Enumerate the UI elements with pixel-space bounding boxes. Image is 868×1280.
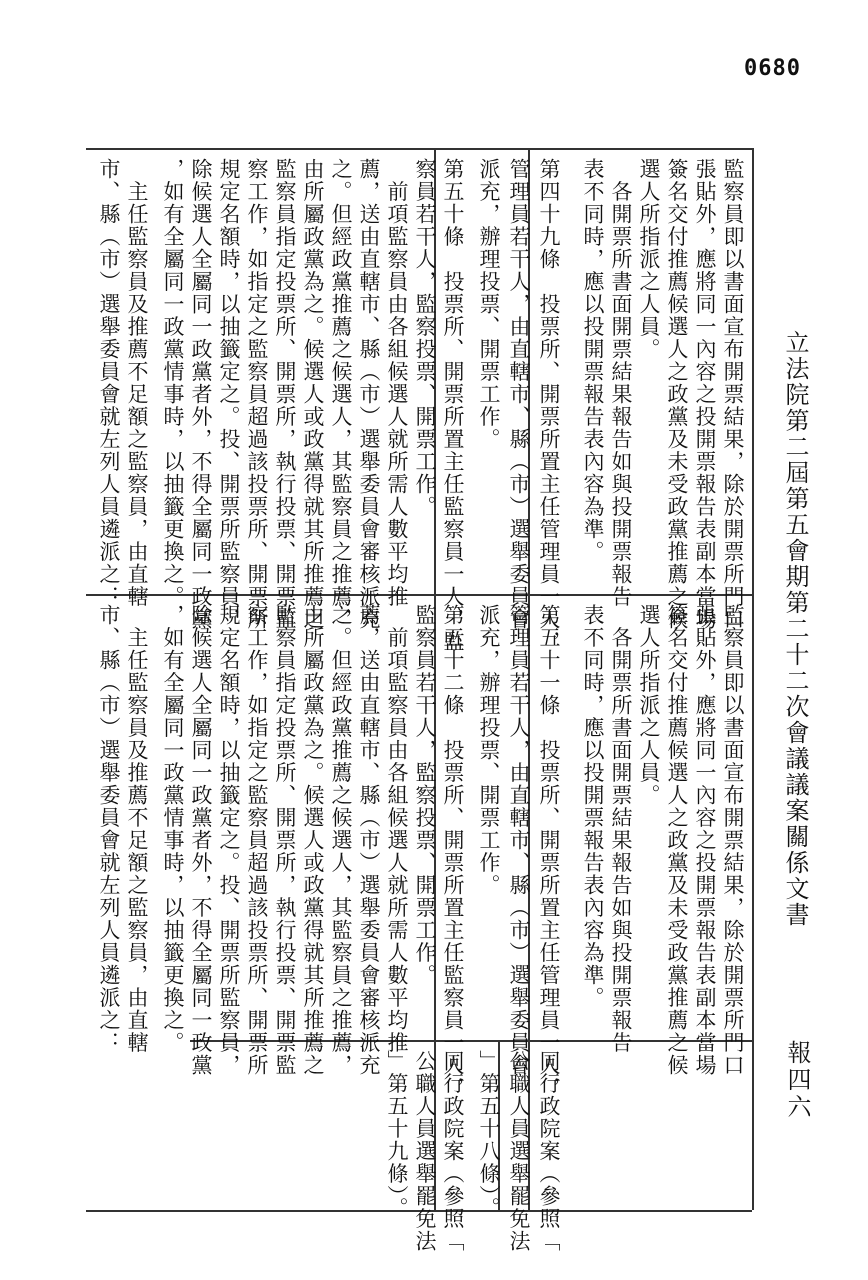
lower-col-14: 之。但經政黨推薦之候選人，其監察員之推薦， — [329, 604, 353, 1077]
lower-col-16: 監察員指定投票所、開票所，執行投票、開票監 — [273, 604, 297, 1077]
frame-right-rule — [752, 148, 754, 1210]
page-number: 0680 — [744, 56, 801, 81]
lower-col-12: 前項監察員由各組候選人就所需人數平均推 — [385, 604, 409, 1054]
lower-col-15: 由所屬政黨為之。候選人或政黨得就其所推薦之 — [301, 604, 325, 1077]
note-col-4: 同行政院案（參照「 — [441, 1050, 465, 1253]
lower-col-4: 選人所指派之人員。 — [637, 604, 661, 807]
upper-col-21: 主任監察員及推薦不足額之監察員，由直轄 — [125, 158, 149, 608]
lower-col-17: 察工作，如指定之監察員超過該投票所、開票所 — [245, 604, 269, 1077]
lower-col-1: 監察員即以書面宣布開票結果，除於開票所門口 — [721, 604, 745, 1077]
upper-col-4: 選人所指派之人員。 — [637, 158, 661, 361]
upper-col-18: 規定名額時，以抽籤定之。投、開票所監察員， — [217, 158, 241, 631]
lower-col-8: 管理員若干人，由直轄市、縣（市）選舉委員會 — [507, 604, 531, 1077]
frame-divider-rule — [86, 594, 752, 596]
upper-col-10: 第五十條 投票所、開票所置主任監察員一人，監 — [441, 158, 465, 653]
upper-col-6: 表不同時，應以投開票報告表內容為準。 — [581, 158, 605, 563]
lower-col-9: 派充，辦理投票、開票工作。 — [477, 604, 501, 897]
lower-col-10: 第五十二條 投票所、開票所置主任監察員一人， — [441, 604, 465, 1099]
frame-top-rule — [86, 148, 752, 150]
lower-col-5: 各開票所書面開票結果報告如與投開票報告 — [609, 604, 633, 1054]
upper-col-16: 監察員指定投票所、開票所，執行投票、開票監 — [273, 158, 297, 631]
upper-col-19: 除候選人全屬同一政黨者外，不得全屬同一政黨 — [189, 158, 213, 631]
lower-col-22: 市、縣（市）選舉委員會就左列人員遴派之： — [97, 604, 121, 1054]
note-col-2: 公職人員選舉罷免法 — [507, 1050, 531, 1253]
upper-col-9: 派充，辦理投票、開票工作。 — [477, 158, 501, 451]
document-header-title: 立法院第二屆第五會期第二十二次會議議案關係文書 — [781, 330, 809, 928]
lower-col-7: 第五十一條 投票所、開票所置主任管理員一人， — [537, 604, 561, 1099]
upper-col-11: 察員若干人，監察投票、開票工作。 — [413, 158, 437, 518]
upper-col-15: 由所屬政黨為之。候選人或政黨得就其所推薦之 — [301, 158, 325, 631]
upper-col-5: 各開票所書面開票結果報告如與投開票報告 — [609, 158, 633, 608]
lower-col-3: 簽名交付推薦候選人之政黨及未受政黨推薦之候 — [665, 604, 689, 1077]
lower-col-20: ，如有全屬同一政黨情事時，以抽籤更換之。 — [161, 604, 185, 1054]
upper-col-2: 張貼外，應將同一內容之投開票報告表副本當場 — [693, 158, 717, 631]
note-col-3: 」第五十八條）。 — [477, 1050, 501, 1220]
lower-col-6: 表不同時，應以投開票報告表內容為準。 — [581, 604, 605, 1009]
lower-col-18: 規定名額時，以抽籤定之。投、開票所監察員， — [217, 604, 241, 1077]
note-col-5: 公職人員選舉罷免法 — [413, 1050, 437, 1253]
upper-col-14: 之。但經政黨推薦之候選人，其監察員之推薦， — [329, 158, 353, 631]
upper-col-8: 管理員若干人，由直轄市、縣（市）選舉委員會 — [507, 158, 531, 631]
upper-col-20: ，如有全屬同一政黨情事時，以抽籤更換之。 — [161, 158, 185, 608]
upper-col-7: 第四十九條 投票所、開票所置主任管理員一人， — [537, 158, 561, 653]
upper-col-3: 簽名交付推薦候選人之政黨及未受政黨推薦之候 — [665, 158, 689, 631]
lower-col-21: 主任監察員及推薦不足額之監察員，由直轄 — [125, 604, 149, 1054]
upper-col-17: 察工作，如指定之監察員超過該投票所、開票所 — [245, 158, 269, 631]
upper-col-22: 市、縣（市）選舉委員會就左列人員遴派之： — [97, 158, 121, 608]
upper-col-13: 薦，送由直轄市、縣（市）選舉委員會審核派充 — [357, 158, 381, 631]
upper-col-12: 前項監察員由各組候選人就所需人數平均推 — [385, 158, 409, 608]
lower-col-11: 監察員若干人，監察投票、開票工作。 — [413, 604, 437, 987]
upper-col-1: 監察員即以書面宣布開票結果，除於開票所門口 — [721, 158, 745, 631]
lower-col-19: 除候選人全屬同一政黨者外，不得全屬同一政黨 — [189, 604, 213, 1077]
note-col-1: 同行政院案（參照「 — [537, 1050, 561, 1253]
note-col-6: 」第五十九條）。 — [385, 1050, 409, 1220]
lower-col-13: 薦，送由直轄市、縣（市）選舉委員會審核派充 — [357, 604, 381, 1077]
lower-col-2: 張貼外，應將同一內容之投開票報告表副本當場 — [693, 604, 717, 1077]
section-label: 報四六 — [783, 1040, 811, 1121]
